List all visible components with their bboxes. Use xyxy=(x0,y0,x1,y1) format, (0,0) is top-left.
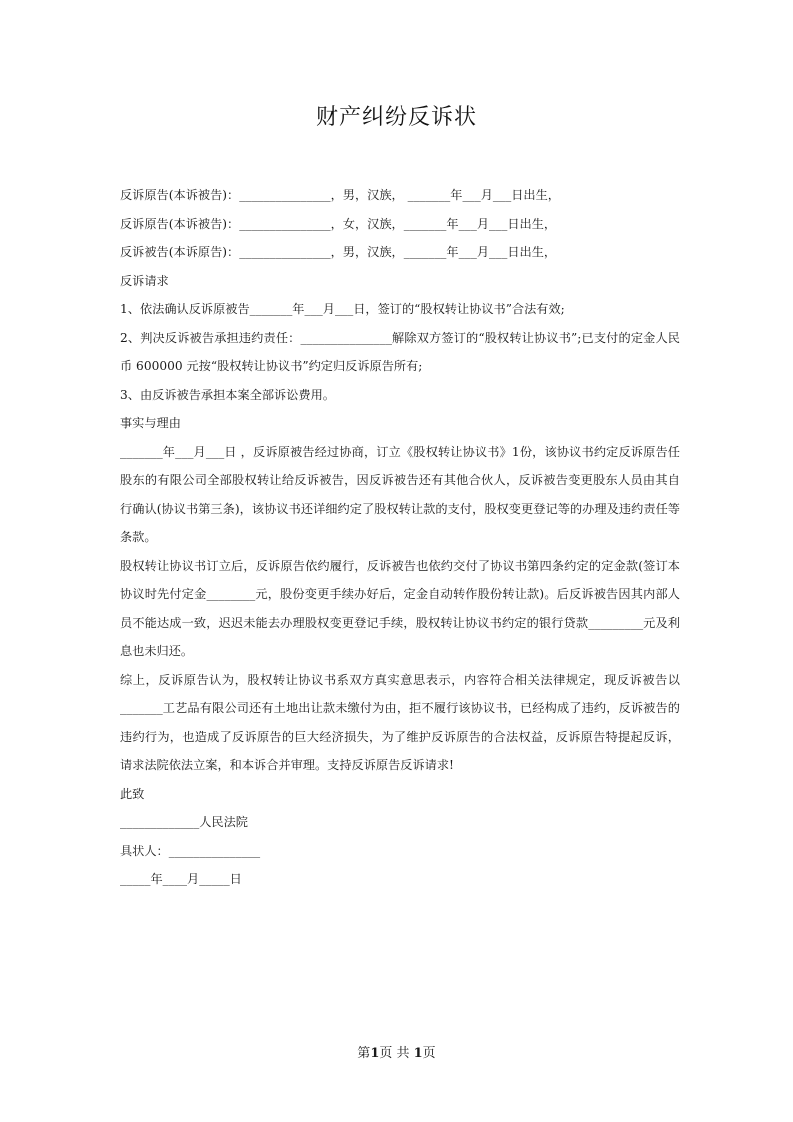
page-total: 1 xyxy=(413,1046,423,1061)
claim-item-3: 3、由反诉被告承担本案全部诉讼费用。 xyxy=(120,387,335,402)
party-line-1: 反诉原告(本诉被告)：_______________，男，汉族， _______年___月___日出生， xyxy=(120,188,560,202)
page-mid: 页 共 xyxy=(379,1046,414,1061)
facts-heading: 事实与理由 xyxy=(120,416,181,430)
facts-paragraph-3: 综上，反诉原告认为，股权转让协议书系双方真实意思表示，内容符合相关法律规定，现反诉被告以_______工艺品有限公司还有土地出让款未缴付为由，拒不履行该协议书，已经构成了违约，反诉被告的违约行为，也造成了反诉原告的巨大经济损失，为了维护反诉原告的合法权益，反诉原告特提起反诉，请求法院依法立案，和本诉合并审理。支持反诉原告反诉请求! xyxy=(120,672,680,772)
claim-item-1: 1、依法确认反诉原被告_______年___月___日，签订的“股权转让协议书”合法有效; xyxy=(120,302,565,316)
page-suffix: 页 xyxy=(422,1046,436,1061)
date-line: _____年____月_____日 xyxy=(120,872,242,886)
document-title: 财产纠纷反诉状 xyxy=(315,105,477,130)
facts-paragraph-1: _______年___月___日 ，反诉原被告经过协商，订立《股权转让协议书》1份，该协议书约定反诉原告任股东的有限公司全部股权转让给反诉被告，因反诉被告还有其他合伙人，反诉被告变更股东人员由其自行确认(协议书第三条)，该协议书还详细约定了股权转让款的支付，股权变更登记等的办理及违约责任等条款。 xyxy=(120,444,680,544)
page-prefix: 第 xyxy=(357,1046,371,1061)
party-line-2: 反诉原告(本诉被告)：_______________，女，汉族，_______年___月___日出生， xyxy=(120,216,557,231)
claims-heading: 反诉请求 xyxy=(120,273,169,288)
salutation-line: 此致 xyxy=(120,786,145,801)
court-line: _____________人民法院 xyxy=(120,815,248,829)
page-current: 1 xyxy=(370,1046,380,1061)
page-footer xyxy=(0,1042,793,1061)
document-body xyxy=(120,181,680,894)
facts-paragraph-2: 股权转让协议书订立后，反诉原告依约履行，反诉被告也依约交付了协议书第四条约定的定金款(签订本协议时先付定金________元，股份变更手续办好后，定金自动转作股份转让款)。后反诉被告因其内部人员不能达成一致，迟迟未能去办理股权变更登记手续，股权转让协议书约定的银行贷款_________元及利息也未归还。 xyxy=(120,558,680,658)
claim-item-2: 2、判决反诉被告承担违约责任：_______________解除双方签订的“股权转让协议书”;已支付的定金人民币 600000 元按“股权转让协议书”约定归反诉原告所有; xyxy=(120,330,680,373)
party-line-3: 反诉被告(本诉原告)：_______________，男，汉族，_______年___月___日出生， xyxy=(120,245,557,259)
signer-line: 具状人：_______________ xyxy=(120,843,261,858)
